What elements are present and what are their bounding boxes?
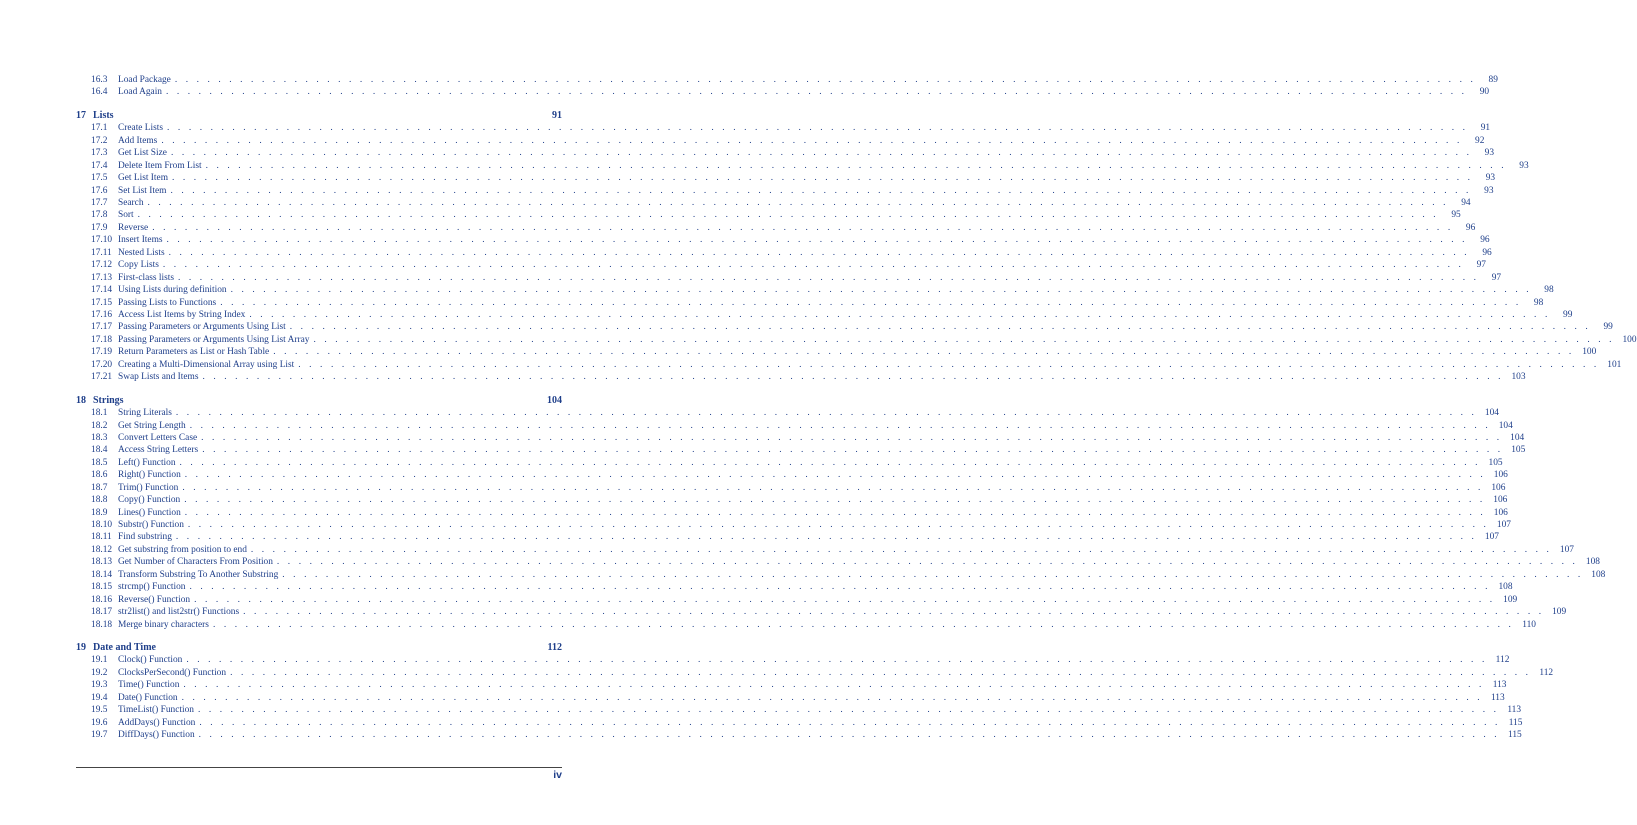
entry-title: Time() Function <box>118 680 180 691</box>
toc-entry[interactable] <box>76 654 1510 666</box>
dot-leader: . . . . . . . . . . . . . . . . . . . . . . . . . . . . . . . . . . . . . . . . . . . . . . . . . . . . . . . . . . . . . . . . . . . . . . . . . . . . . . . . . . . . . . . . . . . . . . . . . . . . . . . . . . . . . . . . . . . . . . . . <box>220 297 1522 308</box>
entry-title: Clock() Function <box>118 655 183 666</box>
entry-number: 19.3 <box>91 680 110 691</box>
entry-title: Substr() Function <box>118 520 184 530</box>
entry-number: 17.3 <box>91 148 110 159</box>
entry-page: 113 <box>1490 692 1505 703</box>
dot-leader: . . . . . . . . . . . . . . . . . . . . . . . . . . . . . . . . . . . . . . . . . . . . . . . . . . . . . . . . . . . . . . . . . . . . . . . . . . . . . . . . . . . . . . . . . . . . . . . . . . . . . . . . . . . . . . . . . . . . . . . . <box>205 160 1507 171</box>
entry-number: 19.1 <box>91 655 110 666</box>
entry-page: 107 <box>1496 520 1511 530</box>
toc-entry[interactable] <box>76 334 1637 346</box>
entry-title: Find substring <box>118 532 172 543</box>
entry-title: Merge binary characters <box>118 619 209 630</box>
entry-page: 109 <box>1503 594 1518 605</box>
entry-page: 104 <box>1510 432 1525 443</box>
toc-entry[interactable] <box>76 321 1613 333</box>
dot-leader: . . . . . . . . . . . . . . . . . . . . . . . . . . . . . . . . . . . . . . . . . . . . . . . . . . . . . . . . . . . . . . . . . . . . . . . . . . . . . . . . . . . . . . . . . . . . . . . . . . . . . . . . . . . . . . . . . . . . . . . . <box>189 420 1491 431</box>
entry-title: Nested Lists <box>118 247 165 258</box>
entry-title: Insert Items <box>118 235 163 246</box>
entry-number: 18.18 <box>91 619 115 630</box>
toc-entry[interactable] <box>76 359 1622 371</box>
entry-title: Return Parameters as List or Hash Table <box>118 347 270 358</box>
entry-page: 110 <box>1522 619 1536 630</box>
entry-page: 93 <box>1484 185 1494 196</box>
dot-leader: . . . . . . . . . . . . . . . . . . . . . . . . . . . . . . . . . . . . . . . . . . . . . . . . . . . . . . . . . . . . . . . . . . . . . . . . . . . . . . . . . . . . . . . . . . . . . . . . . . . . . . . . . . . . . . . . . . . . . . . . <box>184 495 1486 506</box>
dot-leader: . . . . . . . . . . . . . . . . . . . . . . . . . . . . . . . . . . . . . . . . . . . . . . . . . . . . . . . . . . . . . . . . . . . . . . . . . . . . . . . . . . . . . . . . . . . . . . . . . . . . . . . . . . . . . . . . . . . . . . . . <box>178 272 1480 283</box>
entry-number: 18.14 <box>91 569 115 580</box>
toc-entry[interactable] <box>76 619 1536 631</box>
entry-number: 18.1 <box>91 408 110 419</box>
entry-title: Load Package <box>118 75 171 85</box>
entry-page: 106 <box>1493 507 1508 518</box>
entry-title: Access List Items by String Index <box>118 309 246 320</box>
toc-entry[interactable] <box>76 371 1526 383</box>
entry-title: Left() Function <box>118 457 176 468</box>
dot-leader: . . . . . . . . . . . . . . . . . . . . . . . . . . . . . . . . . . . . . . . . . . . . . . . . . . . . . . . . . . . . . . . . . . . . . . . . . . . . . . . . . . . . . . . . . . . . . . . . . . . . . . . . . . . . . . . . . . . . . . . . <box>230 285 1532 296</box>
dot-leader: . . . . . . . . . . . . . . . . . . . . . . . . . . . . . . . . . . . . . . . . . . . . . . . . . . . . . . . . . . . . . . . . . . . . . . . . . . . . . . . . . . . . . . . . . . . . . . . . . . . . . . . . . . . . . . . . . . . . . . . . <box>161 135 1463 146</box>
toc-entry[interactable] <box>76 667 1554 679</box>
entry-title: Set List Item <box>118 185 167 196</box>
entry-page: 106 <box>1493 495 1508 506</box>
entry-title: Creating a Multi-Dimensional Array using List <box>118 359 295 370</box>
toc-entry[interactable] <box>76 346 1597 358</box>
entry-page: 104 <box>1484 408 1499 419</box>
entry-title: Reverse() Function <box>118 594 191 605</box>
dot-leader: . . . . . . . . . . . . . . . . . . . . . . . . . . . . . . . . . . . . . . . . . . . . . . . . . . . . . . . . . . . . . . . . . . . . . . . . . . . . . . . . . . . . . . . . . . . . . . . . . . . . . . . . . . . . . . . . . . . . . . . . <box>147 198 1449 208</box>
entry-page: 105 <box>1488 457 1503 468</box>
dot-leader: . . . . . . . . . . . . . . . . . . . . . . . . . . . . . . . . . . . . . . . . . . . . . . . . . . . . . . . . . . . . . . . . . . . . . . . . . . . . . . . . . . . . . . . . . . . . . . . . . . . . . . . . . . . . . . . . . . . . . . . . <box>202 372 1504 383</box>
entry-title: Create Lists <box>118 123 164 134</box>
entry-title: Copy Lists <box>118 260 159 271</box>
entry-page: 100 <box>1582 347 1597 358</box>
toc-entry[interactable] <box>76 507 1508 519</box>
entry-number: 19.6 <box>91 717 110 728</box>
entry-number: 19.2 <box>91 667 110 678</box>
dot-leader: . . . . . . . . . . . . . . . . . . . . . . . . . . . . . . . . . . . . . . . . . . . . . . . . . . . . . . . . . . . . . . . . . . . . . . . . . . . . . . . . . . . . . . . . . . . . . . . . . . . . . . . . . . . . . . . . . . . . . . . . <box>273 347 1575 358</box>
entry-page: 113 <box>1507 705 1522 716</box>
toc-entry[interactable] <box>76 679 1507 691</box>
entry-number: 17.18 <box>91 334 115 345</box>
dot-leader: . . . . . . . . . . . . . . . . . . . . . . . . . . . . . . . . . . . . . . . . . . . . . . . . . . . . . . . . . . . . . . . . . . . . . . . . . . . . . . . . . . . . . . . . . . . . . . . . . . . . . . . . . . . . . . . . . . . . . . . . <box>282 569 1584 580</box>
toc-entry[interactable] <box>76 606 1567 618</box>
toc-entry[interactable] <box>76 457 1503 469</box>
entry-title: DiffDays() Function <box>118 730 195 741</box>
entry-title: str2list() and list2str() Functions <box>118 607 240 618</box>
entry-title: Get List Size <box>118 148 167 159</box>
table-of-contents <box>76 74 1637 742</box>
entry-number: 17.16 <box>91 309 115 320</box>
entry-page: 92 <box>1475 135 1485 146</box>
entry-title: Trim() Function <box>118 482 179 493</box>
chapter-page: 112 <box>547 641 562 653</box>
entry-title: Lines() Function <box>118 507 181 518</box>
entry-page: 106 <box>1493 470 1508 481</box>
chapter-title: Strings <box>93 394 124 406</box>
dot-leader: . . . . . . . . . . . . . . . . . . . . . . . . . . . . . . . . . . . . . . . . . . . . . . . . . . . . . . . . . . . . . . . . . . . . . . . . . . . . . . . . . . . . . . . . . . . . . . . . . . . . . . . . . . . . . . . . . . . . . . . . <box>199 717 1501 728</box>
entry-number: 18.5 <box>91 457 110 468</box>
dot-leader: . . . . . . . . . . . . . . . . . . . . . . . . . . . . . . . . . . . . . . . . . . . . . . . . . . . . . . . . . . . . . . . . . . . . . . . . . . . . . . . . . . . . . . . . . . . . . . . . . . . . . . . . . . . . . . . . . . . . . . . . <box>184 507 1486 518</box>
entry-number: 17.7 <box>91 198 110 208</box>
entry-page: 97 <box>1476 260 1486 271</box>
entry-number: 18.12 <box>91 544 115 555</box>
entry-page: 106 <box>1491 482 1506 493</box>
dot-leader: . . . . . . . . . . . . . . . . . . . . . . . . . . . . . . . . . . . . . . . . . . . . . . . . . . . . . . . . . . . . . . . . . . . . . . . . . . . . . . . . . . . . . . . . . . . . . . . . . . . . . . . . . . . . . . . . . . . . . . . . <box>186 655 1488 666</box>
entry-title: strcmp() Function <box>118 582 186 593</box>
toc-entry[interactable] <box>76 717 1523 729</box>
toc-entry[interactable] <box>76 420 1513 432</box>
toc-entry[interactable] <box>76 86 1490 98</box>
entry-number: 17.13 <box>91 272 115 283</box>
entry-number: 18.13 <box>91 557 115 568</box>
entry-page: 104 <box>1498 420 1513 431</box>
entry-number: 17.10 <box>91 235 115 246</box>
toc-entry[interactable] <box>76 222 1476 234</box>
entry-page: 115 <box>1508 717 1523 728</box>
toc-entry[interactable] <box>76 519 1511 531</box>
chapter-title: Lists <box>93 109 114 121</box>
dot-leader: . . . . . . . . . . . . . . . . . . . . . . . . . . . . . . . . . . . . . . . . . . . . . . . . . . . . . . . . . . . . . . . . . . . . . . . . . . . . . . . . . . . . . . . . . . . . . . . . . . . . . . . . . . . . . . . . . . . . . . . . <box>276 557 1578 568</box>
toc-entry[interactable] <box>76 432 1525 444</box>
toc-entry[interactable] <box>76 729 1522 741</box>
entry-number: 18.15 <box>91 582 115 593</box>
dot-leader: . . . . . . . . . . . . . . . . . . . . . . . . . . . . . . . . . . . . . . . . . . . . . . . . . . . . . . . . . . . . . . . . . . . . . . . . . . . . . . . . . . . . . . . . . . . . . . . . . . . . . . . . . . . . . . . . . . . . . . . . <box>197 705 1500 716</box>
toc-entry[interactable] <box>76 556 1600 568</box>
dot-leader: . . . . . . . . . . . . . . . . . . . . . . . . . . . . . . . . . . . . . . . . . . . . . . . . . . . . . . . . . . . . . . . . . . . . . . . . . . . . . . . . . . . . . . . . . . . . . . . . . . . . . . . . . . . . . . . . . . . . . . . . <box>162 260 1464 271</box>
entry-title: Swap Lists and Items <box>118 372 199 383</box>
entry-title: Access String Letters <box>118 445 199 456</box>
dot-leader: . . . . . . . . . . . . . . . . . . . . . . . . . . . . . . . . . . . . . . . . . . . . . . . . . . . . . . . . . . . . . . . . . . . . . . . . . . . . . . . . . . . . . . . . . . . . . . . . . . . . . . . . . . . . . . . . . . . . . . . . <box>137 210 1439 221</box>
entry-title: Get substring from position to end <box>118 544 247 555</box>
toc-entry[interactable] <box>76 531 1499 543</box>
entry-title: Right() Function <box>118 470 181 481</box>
entry-title: Sort <box>118 210 134 221</box>
dot-leader: . . . . . . . . . . . . . . . . . . . . . . . . . . . . . . . . . . . . . . . . . . . . . . . . . . . . . . . . . . . . . . . . . . . . . . . . . . . . . . . . . . . . . . . . . . . . . . . . . . . . . . . . . . . . . . . . . . . . . . . . <box>313 334 1615 345</box>
chapter-number: 17 <box>76 109 86 121</box>
entry-title: Using Lists during definition <box>118 285 227 296</box>
entry-title: Get Number of Characters From Position <box>118 557 273 568</box>
entry-title: Convert Letters Case <box>118 432 198 443</box>
dot-leader: . . . . . . . . . . . . . . . . . . . . . . . . . . . . . . . . . . . . . . . . . . . . . . . . . . . . . . . . . . . . . . . . . . . . . . . . . . . . . . . . . . . . . . . . . . . . . . . . . . . . . . . . . . . . . . . . . . . . . . . . <box>298 359 1600 370</box>
toc-chapter-17[interactable] <box>76 110 562 123</box>
entry-number: 17.15 <box>91 297 115 308</box>
entry-title: Copy() Function <box>118 495 181 506</box>
entry-page: 108 <box>1585 557 1600 568</box>
entry-number: 16.3 <box>91 75 110 85</box>
dot-leader: . . . . . . . . . . . . . . . . . . . . . . . . . . . . . . . . . . . . . . . . . . . . . . . . . . . . . . . . . . . . . . . . . . . . . . . . . . . . . . . . . . . . . . . . . . . . . . . . . . . . . . . . . . . . . . . . . . . . . . . . <box>183 680 1485 691</box>
toc-entry[interactable] <box>76 482 1506 494</box>
toc-entry[interactable] <box>76 160 1529 172</box>
toc-entry[interactable] <box>76 581 1513 593</box>
entry-number: 18.8 <box>91 495 110 506</box>
dot-leader: . . . . . . . . . . . . . . . . . . . . . . . . . . . . . . . . . . . . . . . . . . . . . . . . . . . . . . . . . . . . . . . . . . . . . . . . . . . . . . . . . . . . . . . . . . . . . . . . . . . . . . . . . . . . . . . . . . . . . . . . <box>170 185 1472 196</box>
dot-leader: . . . . . . . . . . . . . . . . . . . . . . . . . . . . . . . . . . . . . . . . . . . . . . . . . . . . . . . . . . . . . . . . . . . . . . . . . . . . . . . . . . . . . . . . . . . . . . . . . . . . . . . . . . . . . . . . . . . . . . . . <box>179 457 1481 468</box>
entry-number: 19.4 <box>91 692 110 703</box>
entry-number: 18.2 <box>91 420 110 431</box>
entry-page: 107 <box>1484 532 1499 543</box>
entry-number: 18.3 <box>91 432 110 443</box>
entry-title: Search <box>118 198 144 208</box>
entry-number: 17.20 <box>91 359 115 370</box>
chapter-page: 104 <box>547 394 562 406</box>
dot-leader: . . . . . . . . . . . . . . . . . . . . . . . . . . . . . . . . . . . . . . . . . . . . . . . . . . . . . . . . . . . . . . . . . . . . . . . . . . . . . . . . . . . . . . . . . . . . . . . . . . . . . . . . . . . . . . . . . . . . . . . . <box>202 445 1504 456</box>
toc-entry[interactable] <box>76 309 1573 321</box>
toc-entry[interactable] <box>76 209 1461 221</box>
entry-number: 16.4 <box>91 87 110 98</box>
toc-entry[interactable] <box>76 74 1498 86</box>
entry-title: Add Items <box>118 135 158 146</box>
entry-number: 17.14 <box>91 285 115 296</box>
entry-number: 17.21 <box>91 372 115 383</box>
entry-number: 18.16 <box>91 594 115 605</box>
dot-leader: . . . . . . . . . . . . . . . . . . . . . . . . . . . . . . . . . . . . . . . . . . . . . . . . . . . . . . . . . . . . . . . . . . . . . . . . . . . . . . . . . . . . . . . . . . . . . . . . . . . . . . . . . . . . . . . . . . . . . . . . <box>152 222 1454 233</box>
toc-entry[interactable] <box>76 444 1526 456</box>
entry-title: ClocksPerSecond() Function <box>118 667 227 678</box>
entry-page: 93 <box>1485 173 1496 184</box>
dot-leader: . . . . . . . . . . . . . . . . . . . . . . . . . . . . . . . . . . . . . . . . . . . . . . . . . . . . . . . . . . . . . . . . . . . . . . . . . . . . . . . . . . . . . . . . . . . . . . . . . . . . . . . . . . . . . . . . . . . . . . . . <box>174 75 1476 85</box>
entry-title: Passing Parameters or Arguments Using List Array <box>118 334 310 345</box>
entry-page: 98 <box>1533 297 1544 308</box>
entry-page: 103 <box>1511 372 1526 383</box>
dot-leader: . . . . . . . . . . . . . . . . . . . . . . . . . . . . . . . . . . . . . . . . . . . . . . . . . . . . . . . . . . . . . . . . . . . . . . . . . . . . . . . . . . . . . . . . . . . . . . . . . . . . . . . . . . . . . . . . . . . . . . . . <box>250 544 1552 555</box>
toc-chapter-19[interactable] <box>76 642 562 655</box>
entry-number: 18.7 <box>91 482 110 493</box>
toc-entry[interactable] <box>76 197 1471 209</box>
toc-entry[interactable] <box>76 407 1499 419</box>
entry-page: 98 <box>1544 285 1554 296</box>
entry-title: Passing Parameters or Arguments Using List <box>118 322 286 333</box>
entry-number: 18.17 <box>91 607 115 618</box>
entry-page: 89 <box>1488 75 1498 85</box>
toc-entry[interactable] <box>76 284 1554 296</box>
dot-leader: . . . . . . . . . . . . . . . . . . . . . . . . . . . . . . . . . . . . . . . . . . . . . . . . . . . . . . . . . . . . . . . . . . . . . . . . . . . . . . . . . . . . . . . . . . . . . . . . . . . . . . . . . . . . . . . . . . . . . . . . <box>230 667 1532 678</box>
toc-entry[interactable] <box>76 172 1496 184</box>
chapter-page: 91 <box>552 109 562 121</box>
dot-leader: . . . . . . . . . . . . . . . . . . . . . . . . . . . . . . . . . . . . . . . . . . . . . . . . . . . . . . . . . . . . . . . . . . . . . . . . . . . . . . . . . . . . . . . . . . . . . . . . . . . . . . . . . . . . . . . . . . . . . . . . <box>170 148 1473 159</box>
entry-title: Get String Length <box>118 420 186 431</box>
entry-number: 17.1 <box>91 123 110 134</box>
entry-page: 115 <box>1507 730 1522 741</box>
entry-number: 17.19 <box>91 347 115 358</box>
dot-leader: . . . . . . . . . . . . . . . . . . . . . . . . . . . . . . . . . . . . . . . . . . . . . . . . . . . . . . . . . . . . . . . . . . . . . . . . . . . . . . . . . . . . . . . . . . . . . . . . . . . . . . . . . . . . . . . . . . . . . . . . <box>212 619 1514 630</box>
entry-title: Reverse <box>118 222 149 233</box>
entry-title: First-class lists <box>118 272 174 283</box>
entry-page: 90 <box>1479 87 1490 98</box>
entry-page: 113 <box>1492 680 1507 691</box>
dot-leader: . . . . . . . . . . . . . . . . . . . . . . . . . . . . . . . . . . . . . . . . . . . . . . . . . . . . . . . . . . . . . . . . . . . . . . . . . . . . . . . . . . . . . . . . . . . . . . . . . . . . . . . . . . . . . . . . . . . . . . . . <box>201 432 1503 443</box>
toc-entry[interactable] <box>76 122 1491 134</box>
entry-page: 100 <box>1622 334 1637 345</box>
entry-number: 17.8 <box>91 210 110 221</box>
dot-leader: . . . . . . . . . . . . . . . . . . . . . . . . . . . . . . . . . . . . . . . . . . . . . . . . . . . . . . . . . . . . . . . . . . . . . . . . . . . . . . . . . . . . . . . . . . . . . . . . . . . . . . . . . . . . . . . . . . . . . . . . <box>168 247 1470 258</box>
dot-leader: . . . . . . . . . . . . . . . . . . . . . . . . . . . . . . . . . . . . . . . . . . . . . . . . . . . . . . . . . . . . . . . . . . . . . . . . . . . . . . . . . . . . . . . . . . . . . . . . . . . . . . . . . . . . . . . . . . . . . . . . <box>172 173 1474 184</box>
entry-number: 17.5 <box>91 173 110 184</box>
toc-entry[interactable] <box>76 569 1606 581</box>
toc-entry[interactable] <box>76 692 1505 704</box>
entry-title: Passing Lists to Functions <box>118 297 217 308</box>
entry-number: 17.11 <box>91 247 115 258</box>
chapter-number: 19 <box>76 641 86 653</box>
toc-entry[interactable] <box>76 234 1490 246</box>
footer-page-number: iv <box>553 769 562 781</box>
entry-title: Delete Item From List <box>118 160 202 171</box>
entry-title: Transform Substring To Another Substring <box>118 569 279 580</box>
dot-leader: . . . . . . . . . . . . . . . . . . . . . . . . . . . . . . . . . . . . . . . . . . . . . . . . . . . . . . . . . . . . . . . . . . . . . . . . . . . . . . . . . . . . . . . . . . . . . . . . . . . . . . . . . . . . . . . . . . . . . . . . <box>194 594 1496 605</box>
entry-title: AddDays() Function <box>118 717 196 728</box>
dot-leader: . . . . . . . . . . . . . . . . . . . . . . . . . . . . . . . . . . . . . . . . . . . . . . . . . . . . . . . . . . . . . . . . . . . . . . . . . . . . . . . . . . . . . . . . . . . . . . . . . . . . . . . . . . . . . . . . . . . . . . . . <box>182 482 1484 493</box>
entry-page: 93 <box>1519 160 1529 171</box>
entry-number: 17.17 <box>91 322 115 333</box>
dot-leader: . . . . . . . . . . . . . . . . . . . . . . . . . . . . . . . . . . . . . . . . . . . . . . . . . . . . . . . . . . . . . . . . . . . . . . . . . . . . . . . . . . . . . . . . . . . . . . . . . . . . . . . . . . . . . . . . . . . . . . . . <box>167 123 1469 134</box>
entry-number: 19.7 <box>91 730 110 741</box>
toc-entry[interactable] <box>76 147 1495 159</box>
dot-leader: . . . . . . . . . . . . . . . . . . . . . . . . . . . . . . . . . . . . . . . . . . . . . . . . . . . . . . . . . . . . . . . . . . . . . . . . . . . . . . . . . . . . . . . . . . . . . . . . . . . . . . . . . . . . . . . . . . . . . . . . <box>243 607 1545 618</box>
entry-page: 101 <box>1607 359 1622 370</box>
dot-leader: . . . . . . . . . . . . . . . . . . . . . . . . . . . . . . . . . . . . . . . . . . . . . . . . . . . . . . . . . . . . . . . . . . . . . . . . . . . . . . . . . . . . . . . . . . . . . . . . . . . . . . . . . . . . . . . . . . . . . . . . <box>175 408 1477 419</box>
entry-number: 18.10 <box>91 520 115 530</box>
entry-page: 93 <box>1484 148 1495 159</box>
entry-number: 17.12 <box>91 260 115 271</box>
toc-entry[interactable] <box>76 469 1508 481</box>
chapter-title: Date and Time <box>93 641 156 653</box>
entry-page: 107 <box>1559 544 1574 555</box>
toc-entry[interactable] <box>76 494 1508 506</box>
entry-title: String Literals <box>118 408 172 419</box>
entry-page: 105 <box>1511 445 1526 456</box>
entry-page: 96 <box>1465 222 1476 233</box>
entry-number: 17.6 <box>91 185 110 196</box>
entry-title: Load Again <box>118 87 162 98</box>
toc-entry[interactable] <box>76 544 1574 556</box>
entry-page: 91 <box>1480 123 1491 134</box>
entry-number: 18.11 <box>91 532 115 543</box>
entry-number: 18.6 <box>91 470 110 481</box>
entry-page: 96 <box>1480 235 1490 246</box>
toc-entry[interactable] <box>76 704 1522 716</box>
entry-title: TimeList() Function <box>118 705 194 716</box>
toc-chapter-18[interactable] <box>76 395 562 408</box>
entry-number: 17.4 <box>91 160 110 171</box>
toc-entry[interactable] <box>76 259 1486 271</box>
entry-page: 95 <box>1451 210 1461 221</box>
entry-page: 94 <box>1461 198 1471 208</box>
dot-leader: . . . . . . . . . . . . . . . . . . . . . . . . . . . . . . . . . . . . . . . . . . . . . . . . . . . . . . . . . . . . . . . . . . . . . . . . . . . . . . . . . . . . . . . . . . . . . . . . . . . . . . . . . . . . . . . . . . . . . . . . <box>289 322 1591 333</box>
entry-number: 17.2 <box>91 135 110 146</box>
entry-title: Get List Item <box>118 173 168 184</box>
dot-leader: . . . . . . . . . . . . . . . . . . . . . . . . . . . . . . . . . . . . . . . . . . . . . . . . . . . . . . . . . . . . . . . . . . . . . . . . . . . . . . . . . . . . . . . . . . . . . . . . . . . . . . . . . . . . . . . . . . . . . . . . <box>189 582 1491 593</box>
entry-page: 112 <box>1495 655 1510 666</box>
dot-leader: . . . . . . . . . . . . . . . . . . . . . . . . . . . . . . . . . . . . . . . . . . . . . . . . . . . . . . . . . . . . . . . . . . . . . . . . . . . . . . . . . . . . . . . . . . . . . . . . . . . . . . . . . . . . . . . . . . . . . . . . <box>166 235 1468 246</box>
toc-entry[interactable] <box>76 185 1494 197</box>
chapter-number: 18 <box>76 394 86 406</box>
entry-number: 17.9 <box>91 222 110 233</box>
dot-leader: . . . . . . . . . . . . . . . . . . . . . . . . . . . . . . . . . . . . . . . . . . . . . . . . . . . . . . . . . . . . . . . . . . . . . . . . . . . . . . . . . . . . . . . . . . . . . . . . . . . . . . . . . . . . . . . . . . . . . . . . <box>249 309 1551 320</box>
entry-page: 99 <box>1563 309 1573 320</box>
dot-leader: . . . . . . . . . . . . . . . . . . . . . . . . . . . . . . . . . . . . . . . . . . . . . . . . . . . . . . . . . . . . . . . . . . . . . . . . . . . . . . . . . . . . . . . . . . . . . . . . . . . . . . . . . . . . . . . . . . . . . . . . <box>187 520 1489 530</box>
entry-page: 96 <box>1482 247 1492 258</box>
entry-page: 108 <box>1498 582 1513 593</box>
entry-page: 97 <box>1491 272 1502 283</box>
entry-page: 109 <box>1552 607 1567 618</box>
dot-leader: . . . . . . . . . . . . . . . . . . . . . . . . . . . . . . . . . . . . . . . . . . . . . . . . . . . . . . . . . . . . . . . . . . . . . . . . . . . . . . . . . . . . . . . . . . . . . . . . . . . . . . . . . . . . . . . . . . . . . . . . <box>181 692 1483 703</box>
dot-leader: . . . . . . . . . . . . . . . . . . . . . . . . . . . . . . . . . . . . . . . . . . . . . . . . . . . . . . . . . . . . . . . . . . . . . . . . . . . . . . . . . . . . . . . . . . . . . . . . . . . . . . . . . . . . . . . . . . . . . . . . <box>166 87 1468 98</box>
footer-rule <box>76 767 562 768</box>
entry-number: 19.5 <box>91 705 110 716</box>
toc-entry[interactable] <box>76 247 1492 259</box>
entry-number: 18.9 <box>91 507 110 518</box>
dot-leader: . . . . . . . . . . . . . . . . . . . . . . . . . . . . . . . . . . . . . . . . . . . . . . . . . . . . . . . . . . . . . . . . . . . . . . . . . . . . . . . . . . . . . . . . . . . . . . . . . . . . . . . . . . . . . . . . . . . . . . . . <box>198 730 1500 741</box>
entry-number: 18.4 <box>91 445 110 456</box>
entry-page: 108 <box>1591 569 1606 580</box>
toc-entry[interactable] <box>76 594 1518 606</box>
toc-entry[interactable] <box>76 135 1485 147</box>
toc-entry[interactable] <box>76 272 1502 284</box>
toc-entry[interactable] <box>76 297 1544 309</box>
dot-leader: . . . . . . . . . . . . . . . . . . . . . . . . . . . . . . . . . . . . . . . . . . . . . . . . . . . . . . . . . . . . . . . . . . . . . . . . . . . . . . . . . . . . . . . . . . . . . . . . . . . . . . . . . . . . . . . . . . . . . . . . <box>175 532 1477 543</box>
entry-page: 112 <box>1539 667 1554 678</box>
dot-leader: . . . . . . . . . . . . . . . . . . . . . . . . . . . . . . . . . . . . . . . . . . . . . . . . . . . . . . . . . . . . . . . . . . . . . . . . . . . . . . . . . . . . . . . . . . . . . . . . . . . . . . . . . . . . . . . . . . . . . . . . <box>184 470 1486 481</box>
entry-page: 99 <box>1603 322 1613 333</box>
entry-title: Date() Function <box>118 692 178 703</box>
